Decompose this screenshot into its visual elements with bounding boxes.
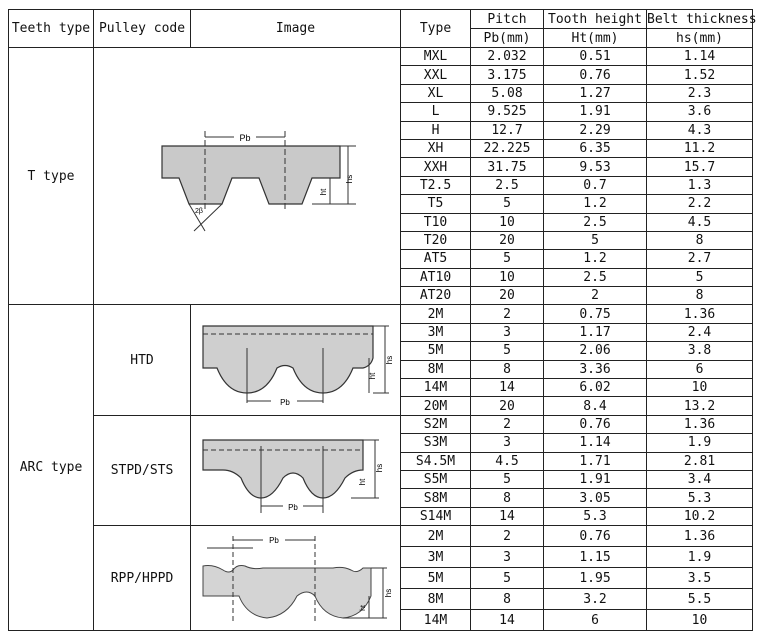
- cell-belt-thickness: 1.36: [647, 305, 753, 323]
- cell-type: H: [401, 121, 471, 139]
- cell-pitch: 3: [471, 323, 544, 341]
- cell-belt-thickness: 15.7: [647, 158, 753, 176]
- cell-pitch: 8: [471, 589, 544, 610]
- header-image: Image: [191, 10, 401, 48]
- cell-pitch: 5: [471, 342, 544, 360]
- cell-tooth-height: 2: [544, 287, 647, 305]
- cell-tooth-height: 1.95: [544, 568, 647, 589]
- cell-belt-thickness: 6: [647, 360, 753, 378]
- cell-belt-thickness: 2.3: [647, 84, 753, 102]
- cell-belt-thickness: 1.9: [647, 547, 753, 568]
- cell-type: T20: [401, 231, 471, 249]
- cell-belt-thickness: 2.4: [647, 323, 753, 341]
- angle-label: 2β: [195, 208, 203, 216]
- header-pitch-unit: Pb(mm): [471, 29, 544, 48]
- group-arc-type: ARC type: [9, 305, 94, 631]
- htd-belt-diagram: [193, 308, 399, 412]
- cell-pitch: 2: [471, 526, 544, 547]
- cell-tooth-height: 0.76: [544, 415, 647, 433]
- stpd-hs-label: hs: [374, 464, 384, 473]
- cell-pitch: 20: [471, 287, 544, 305]
- cell-pitch: 14: [471, 379, 544, 397]
- cell-belt-thickness: 8: [647, 287, 753, 305]
- cell-pitch: 22.225: [471, 139, 544, 157]
- cell-type: L: [401, 103, 471, 121]
- cell-pitch: 2: [471, 305, 544, 323]
- cell-tooth-height: 0.75: [544, 305, 647, 323]
- cell-type: 3M: [401, 547, 471, 568]
- cell-belt-thickness: 5: [647, 268, 753, 286]
- cell-tooth-height: 0.76: [544, 526, 647, 547]
- cell-type: XH: [401, 139, 471, 157]
- cell-belt-thickness: 8: [647, 231, 753, 249]
- cell-tooth-height: 1.27: [544, 84, 647, 102]
- cell-pitch: 5.08: [471, 84, 544, 102]
- cell-type: S5M: [401, 470, 471, 488]
- cell-pitch: 20: [471, 231, 544, 249]
- cell-type: S4.5M: [401, 452, 471, 470]
- cell-tooth-height: 1.14: [544, 434, 647, 452]
- cell-belt-thickness: 4.3: [647, 121, 753, 139]
- cell-type: S3M: [401, 434, 471, 452]
- cell-tooth-height: 6.02: [544, 379, 647, 397]
- table-row: [9, 305, 753, 323]
- cell-belt-thickness: 5.3: [647, 489, 753, 507]
- cell-belt-thickness: 3.5: [647, 568, 753, 589]
- cell-tooth-height: 8.4: [544, 397, 647, 415]
- header-row: [9, 10, 753, 29]
- header-pitch: Pitch: [471, 10, 544, 29]
- cell-tooth-height: 1.2: [544, 250, 647, 268]
- header-tooth-height: Tooth height: [544, 10, 647, 29]
- table-row: [9, 48, 753, 66]
- cell-pitch: 2: [471, 415, 544, 433]
- cell-type: S14M: [401, 507, 471, 525]
- cell-type: XXH: [401, 158, 471, 176]
- cell-tooth-height: 3.05: [544, 489, 647, 507]
- cell-type: 8M: [401, 589, 471, 610]
- cell-pitch: 5: [471, 568, 544, 589]
- cell-belt-thickness: 1.52: [647, 66, 753, 84]
- cell-tooth-height: 0.51: [544, 48, 647, 66]
- rpp-hs-label: hs: [383, 588, 393, 598]
- ht-label: ht: [319, 188, 328, 196]
- pulley-rpp: RPP/HPPD: [94, 526, 191, 631]
- cell-belt-thickness: 2.7: [647, 250, 753, 268]
- cell-belt-thickness: 1.36: [647, 415, 753, 433]
- cell-pitch: 14: [471, 507, 544, 525]
- stpd-pb-label: Pb: [287, 503, 298, 513]
- cell-tooth-height: 2.29: [544, 121, 647, 139]
- cell-type: 8M: [401, 360, 471, 378]
- cell-type: S8M: [401, 489, 471, 507]
- cell-pitch: 14: [471, 610, 544, 631]
- cell-pitch: 8: [471, 360, 544, 378]
- header-teeth-type: Teeth type: [9, 10, 94, 48]
- pb-label: Pb: [239, 133, 251, 144]
- cell-type: 14M: [401, 379, 471, 397]
- cell-pitch: 4.5: [471, 452, 544, 470]
- cell-tooth-height: 3.36: [544, 360, 647, 378]
- image-cell-rpp: [191, 526, 401, 631]
- cell-pitch: 2.5: [471, 176, 544, 194]
- cell-pitch: 9.525: [471, 103, 544, 121]
- cell-tooth-height: 5.3: [544, 507, 647, 525]
- cell-pitch: 5: [471, 470, 544, 488]
- cell-tooth-height: 9.53: [544, 158, 647, 176]
- cell-tooth-height: 1.2: [544, 195, 647, 213]
- cell-belt-thickness: 10: [647, 379, 753, 397]
- cell-type: AT10: [401, 268, 471, 286]
- header-tooth-height-unit: Ht(mm): [544, 29, 647, 48]
- cell-type: T5: [401, 195, 471, 213]
- cell-tooth-height: 1.91: [544, 103, 647, 121]
- cell-pitch: 5: [471, 250, 544, 268]
- cell-type: 5M: [401, 568, 471, 589]
- cell-tooth-height: 1.91: [544, 470, 647, 488]
- cell-type: 20M: [401, 397, 471, 415]
- cell-tooth-height: 0.7: [544, 176, 647, 194]
- t-type-belt-diagram: [142, 101, 352, 251]
- image-cell-stpd: [191, 415, 401, 525]
- cell-tooth-height: 1.15: [544, 547, 647, 568]
- cell-pitch: 10: [471, 268, 544, 286]
- header-type: Type: [401, 10, 471, 48]
- cell-belt-thickness: 5.5: [647, 589, 753, 610]
- stpd-belt-diagram: [193, 418, 399, 522]
- cell-belt-thickness: 2.81: [647, 452, 753, 470]
- cell-type: 14M: [401, 610, 471, 631]
- cell-pitch: 2.032: [471, 48, 544, 66]
- htd-hs-label: hs: [384, 355, 394, 365]
- cell-pitch: 3: [471, 434, 544, 452]
- cell-pitch: 3.175: [471, 66, 544, 84]
- htd-ht-label: ht: [367, 372, 377, 380]
- rpp-ht-label: ht: [359, 605, 367, 612]
- cell-pitch: 12.7: [471, 121, 544, 139]
- cell-type: XXL: [401, 66, 471, 84]
- cell-belt-thickness: 1.14: [647, 48, 753, 66]
- cell-type: AT20: [401, 287, 471, 305]
- table-row: [9, 526, 753, 547]
- cell-belt-thickness: 4.5: [647, 213, 753, 231]
- cell-tooth-height: 2.5: [544, 268, 647, 286]
- cell-belt-thickness: 3.6: [647, 103, 753, 121]
- cell-pitch: 10: [471, 213, 544, 231]
- header-pulley-code: Pulley code: [94, 10, 191, 48]
- rpp-pb-label: Pb: [268, 536, 279, 546]
- cell-type: T10: [401, 213, 471, 231]
- cell-pitch: 31.75: [471, 158, 544, 176]
- pulley-htd: HTD: [94, 305, 191, 415]
- cell-belt-thickness: 1.9: [647, 434, 753, 452]
- cell-belt-thickness: 13.2: [647, 397, 753, 415]
- cell-tooth-height: 6: [544, 610, 647, 631]
- cell-pitch: 3: [471, 547, 544, 568]
- cell-type: 3M: [401, 323, 471, 341]
- cell-belt-thickness: 11.2: [647, 139, 753, 157]
- cell-belt-thickness: 10.2: [647, 507, 753, 525]
- cell-tooth-height: 0.76: [544, 66, 647, 84]
- cell-belt-thickness: 10: [647, 610, 753, 631]
- cell-type: 2M: [401, 526, 471, 547]
- belt-spec-table: [8, 9, 757, 631]
- cell-belt-thickness: 3.8: [647, 342, 753, 360]
- stpd-ht-label: ht: [357, 479, 367, 486]
- cell-tooth-height: 2.06: [544, 342, 647, 360]
- cell-tooth-height: 3.2: [544, 589, 647, 610]
- hs-label: hs: [345, 175, 354, 184]
- htd-pb-label: Pb: [279, 398, 290, 408]
- header-belt-thickness: Belt thickness: [647, 11, 757, 27]
- pulley-stpd: STPD/STS: [94, 415, 191, 525]
- cell-pitch: 8: [471, 489, 544, 507]
- cell-tooth-height: 5: [544, 231, 647, 249]
- cell-type: S2M: [401, 415, 471, 433]
- cell-type: AT5: [401, 250, 471, 268]
- group-t-type: T type: [9, 48, 94, 305]
- cell-tooth-height: 1.17: [544, 323, 647, 341]
- cell-type: 5M: [401, 342, 471, 360]
- cell-type: 2M: [401, 305, 471, 323]
- cell-type: XL: [401, 84, 471, 102]
- image-cell-htd: [191, 305, 401, 415]
- cell-belt-thickness: 3.4: [647, 470, 753, 488]
- table-row: [9, 415, 753, 433]
- cell-pitch: 5: [471, 195, 544, 213]
- cell-type: MXL: [401, 48, 471, 66]
- cell-pitch: 20: [471, 397, 544, 415]
- cell-belt-thickness: 1.3: [647, 176, 753, 194]
- image-cell-t-type: [94, 48, 401, 305]
- cell-type: T2.5: [401, 176, 471, 194]
- header-belt-thickness-unit: hs(mm): [647, 29, 753, 48]
- cell-tooth-height: 6.35: [544, 139, 647, 157]
- cell-tooth-height: 2.5: [544, 213, 647, 231]
- rpp-belt-diagram: [193, 526, 399, 630]
- cell-belt-thickness: 1.36: [647, 526, 753, 547]
- cell-belt-thickness: 2.2: [647, 195, 753, 213]
- cell-tooth-height: 1.71: [544, 452, 647, 470]
